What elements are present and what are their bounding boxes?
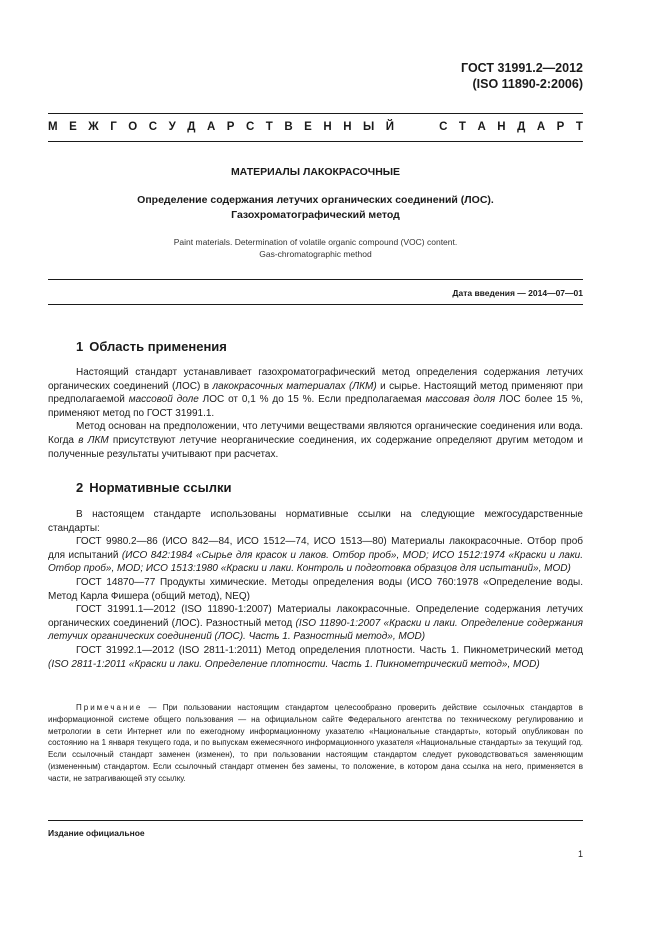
footer-rule xyxy=(48,820,583,821)
section-2-intro: В настоящем стандарте использованы нормативные ссылки на следующие межгосударственные стандарты: xyxy=(48,509,583,534)
note-block xyxy=(48,702,583,785)
section-1-heading xyxy=(76,339,227,354)
top-rule-2 xyxy=(48,141,583,142)
heading-letter: Р xyxy=(226,121,235,133)
heading-letter: Й xyxy=(385,121,395,133)
standard-title: МАТЕРИАЛЫ ЛАКОКРАСОЧНЫЕ xyxy=(230,166,401,178)
reference-item: ГОСТ 14870—77 Продукты химические. Методы определения воды (ИСО 760:1978 «Определение воды. Метод Карла Фишера (общий метод), NEQ) xyxy=(48,576,583,602)
heading-letter: А xyxy=(206,121,216,133)
top-rule xyxy=(48,113,583,114)
english-subtitle-line-2: Gas-chromatographic method xyxy=(259,249,372,259)
heading-letter: Е xyxy=(69,121,77,133)
date-rule-top xyxy=(48,279,583,280)
gost-number: ГОСТ 31991.2—2012 xyxy=(461,61,583,75)
section-2-number: 2 xyxy=(76,480,84,495)
standard-subtitle xyxy=(48,193,583,223)
interstate-standard-heading xyxy=(48,119,583,135)
heading-letter: О xyxy=(128,121,138,133)
heading-letter: Д xyxy=(187,121,196,133)
section-1-paragraph-1: Настоящий стандарт устанавливает газохроматографический метод определения содержания летучих органических соединений (ЛОС) в лакокрасочных материалах (ЛКМ) и сырье. Настоящий метод применяют при предполагаемой массовой доле ЛОС от 0,1 % до 15 %. Если предполагаемая массовая доля ЛОС более 15 %, применяют метод по ГОСТ 31991.1. xyxy=(48,367,584,419)
official-edition-label: Издание официальное xyxy=(48,828,145,838)
heading-letter: Т xyxy=(575,121,583,133)
heading-letter: В xyxy=(284,121,293,133)
heading-letter: А xyxy=(536,121,546,133)
heading-letter: С xyxy=(245,121,255,133)
heading-letter: Т xyxy=(458,121,466,133)
heading-letter: Т xyxy=(265,121,273,133)
heading-letter: С xyxy=(439,121,448,133)
heading-letter: А xyxy=(477,121,486,133)
section-2-body xyxy=(48,508,583,671)
iso-number: (ISO 11890-2:2006) xyxy=(472,77,583,91)
heading-letter: С xyxy=(148,121,158,133)
section-1-title: Область применения xyxy=(89,339,227,354)
reference-item: ГОСТ 9980.2—86 (ИСО 842—84, ИСО 1512—74, ИСО 1513—80) Материалы лакокрасочные. Отбор проб для испытаний (ИСО 842:1984 «Сырье для красок и лаков. Отбор проб», MOD; ИСО 1512:1974 «Краски и лаки. Отбор проб», MOD; ИСО 1513:1980 «Краски и лаки. Контроль и подготовка образцов для испытаний», MOD) xyxy=(48,536,584,575)
note-label: Примечание xyxy=(76,703,143,712)
heading-letter: Н xyxy=(343,121,352,133)
reference-item: ГОСТ 31992.1—2012 (ISO 2811-1:2011) Метод определения плотности. Часть 1. Пикнометрический метод (ISO 2811-1:2011 «Краски и лаки. Определение плотности. Часть 1. Пикнометрический метод», MOD) xyxy=(48,644,583,670)
gost-header xyxy=(461,60,583,92)
english-subtitle xyxy=(48,236,583,260)
introduction-date: Дата введения — 2014—07—01 xyxy=(452,288,583,298)
reference-item: ГОСТ 31991.1—2012 (ISO 11890-1:2007) Материалы лакокрасочные. Определение содержания летучих органических соединений (ЛОС). Разностный метод (ISO 11890-1:2007 «Краски и лаки. Определение содержания летучих органических соединений (ЛОС). Часть 1. Разностный метод», MOD) xyxy=(48,604,583,643)
date-rule-bottom xyxy=(48,304,583,305)
heading-letter: Н xyxy=(497,121,506,133)
section-1-body xyxy=(48,366,583,461)
english-subtitle-line-1: Paint materials. Determination of volatile organic compound (VOC) content. xyxy=(173,237,458,247)
heading-letter: У xyxy=(168,121,176,133)
heading-letter: Н xyxy=(323,121,332,133)
heading-letter: Ы xyxy=(363,121,375,133)
heading-letter: Д xyxy=(517,121,526,133)
section-1-paragraph-2: Метод основан на предположении, что летучими веществами являются органические соединения или вода. Когда в ЛКМ присутствуют летучие неорганические соединения, их содержание определяют другим методом и полученные результаты учитывают при расчетах. xyxy=(48,421,583,460)
section-2-heading xyxy=(76,480,231,495)
page-number: 1 xyxy=(577,849,583,859)
section-2-title: Нормативные ссылки xyxy=(89,480,232,495)
heading-letter: Р xyxy=(556,121,565,133)
heading-letter: Е xyxy=(304,121,312,133)
heading-letter: Г xyxy=(110,121,117,133)
heading-letter: М xyxy=(48,121,58,133)
subtitle-line-2: Газохроматографический метод xyxy=(231,209,400,221)
subtitle-line-1: Определение содержания летучих органических соединений (ЛОС). xyxy=(137,194,494,206)
section-1-number: 1 xyxy=(76,339,84,354)
note-text: — При пользовании настоящим стандартом целесообразно проверить действие ссылочных стандартов в информационной системе общего пользования — на официальном сайте Федерального агентства по техническому регулированию и метрологии в сети Интернет или по ежегодному информационному указателю «Национальные стандарты», который опубликован по состоянию на 1 января текущего года, и по выпускам ежемесячного информационного указателя «Национальные стандарты» за текущий год. Если ссылочный стандарт заменен (изменен), то при пользовании настоящим стандартом следует руководствоваться заменяющим (измененным) стандартом. Если ссылочный стандарт отменен без замены, то положение, в котором дана ссылка на него, применяется в части, не затрагивающей эту ссылку. xyxy=(48,703,583,783)
heading-letter: Ж xyxy=(88,121,99,133)
